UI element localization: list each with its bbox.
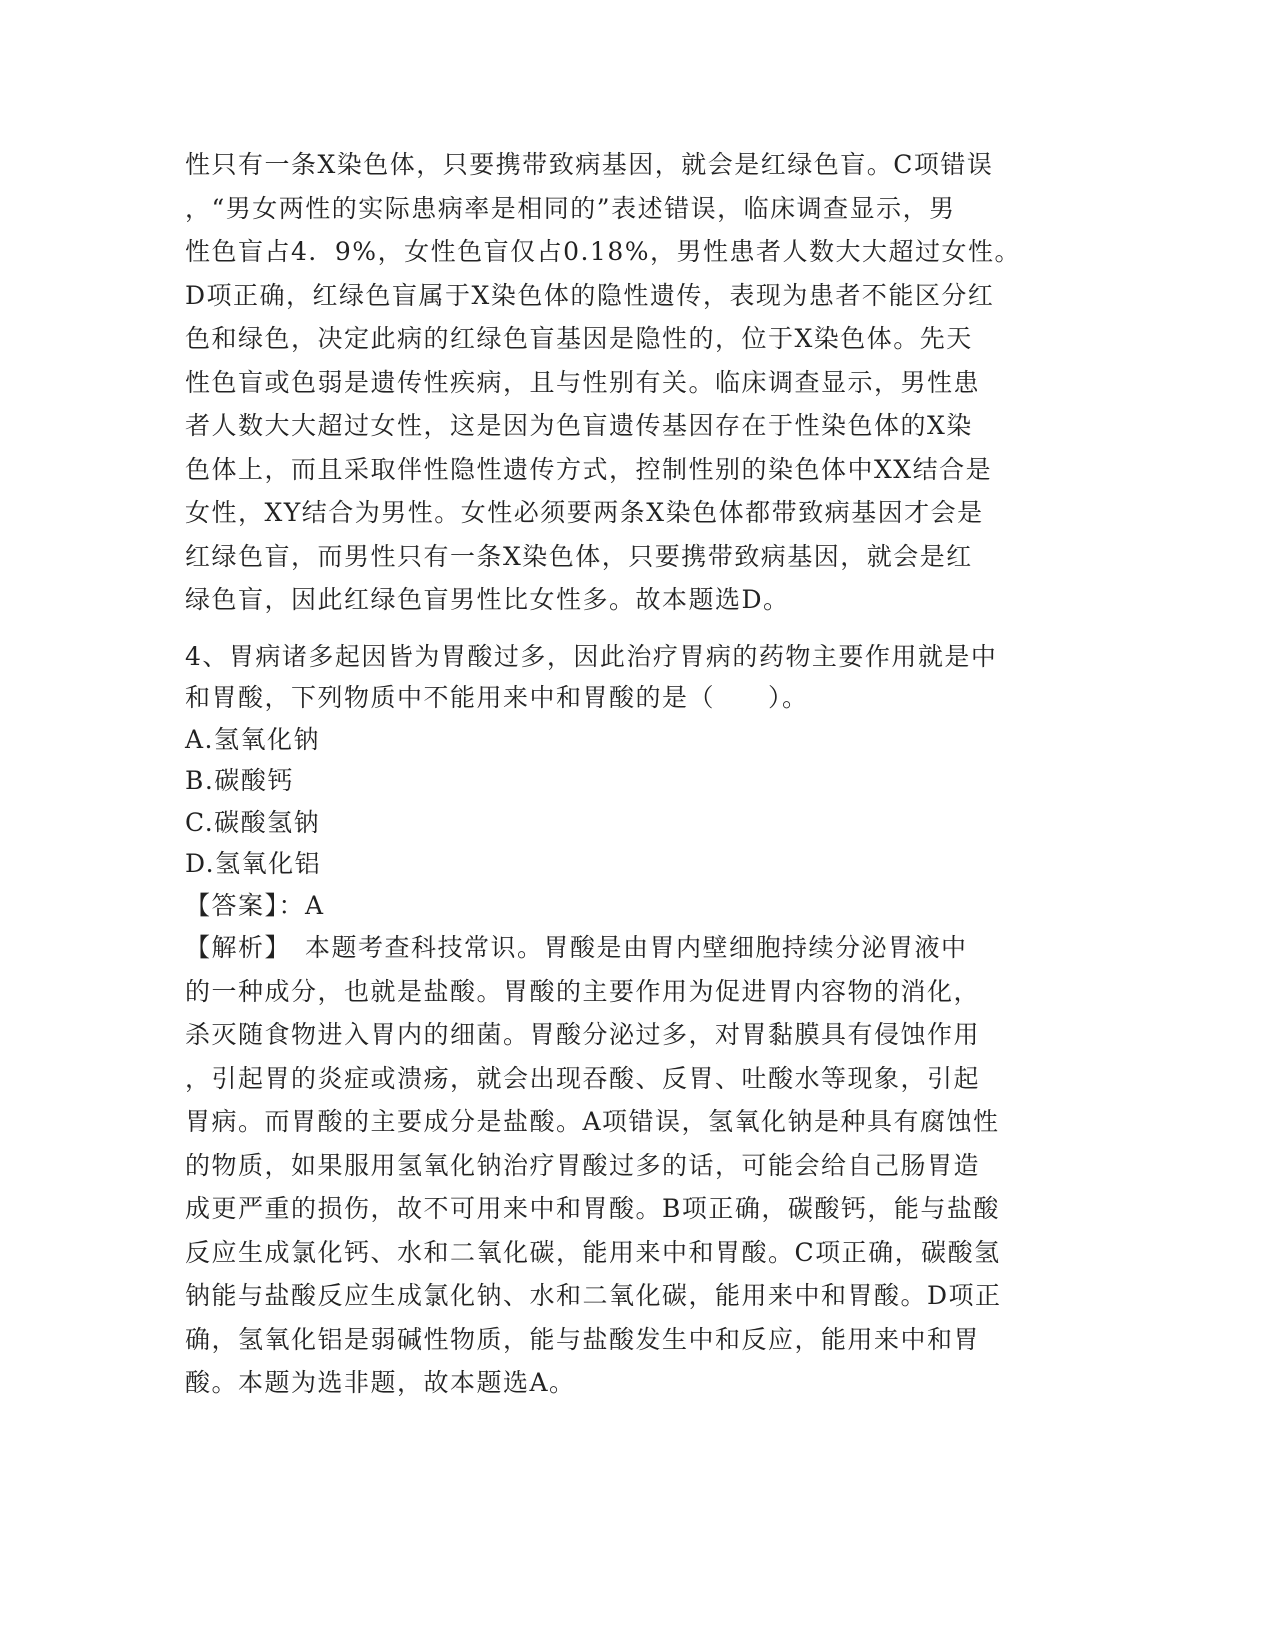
option-b: B.碳酸钙 — [185, 766, 294, 795]
analysis-line: ，引起胃的炎症或溃疡，就会出现吞酸、反胃、吐酸水等现象，引起 — [185, 1063, 981, 1093]
analysis-line: 【解析】 本题考查科技常识。胃酸是由胃内壁细胞持续分泌胃液中 — [185, 933, 968, 962]
text-line: 者人数大大超过女性，这是因为色盲遗传基因存在于性染色体的X染 — [185, 411, 973, 440]
text-line: ，“男女两性的实际患病率是相同的”表述错误，临床调查显示，男 — [185, 193, 956, 223]
analysis-line: 的一种成分，也就是盐酸。胃酸的主要作用为促进胃内容物的消化， — [185, 976, 981, 1006]
text-line: 性色盲占4．9%，女性色盲仅占0.18%，男性患者人数大大超过女性。 — [185, 237, 1021, 266]
text-line: 性色盲或色弱是遗传性疾病，且与性别有关。临床调查显示，男性患 — [185, 367, 981, 397]
analysis-line: 反应生成氯化钙、水和二氧化碳，能用来中和胃酸。C项正确，碳酸氢 — [185, 1237, 1001, 1267]
question-stem — [185, 636, 1045, 719]
previous-explanation-block — [185, 143, 1045, 622]
text-line: 红绿色盲，而男性只有一条X染色体，只要携带致病基因，就会是红 — [185, 541, 973, 571]
option-a: A.氢氧化钠 — [185, 724, 321, 754]
text-line: 绿色盲，因此红绿色盲男性比女性多。故本题选D。 — [185, 585, 790, 614]
option-c: C.碳酸氢钠 — [185, 807, 321, 837]
question-4 — [185, 636, 1045, 1405]
analysis-block — [185, 926, 1045, 1405]
analysis-line: 杀灭随食物进入胃内的细菌。胃酸分泌过多，对胃黏膜具有侵蚀作用 — [185, 1020, 981, 1049]
answer-line: 【答案】：A — [185, 890, 325, 920]
analysis-line: 钠能与盐酸反应生成氯化钠、水和二氧化碳，能用来中和胃酸。D项正 — [185, 1281, 1002, 1310]
analysis-line: 酸。本题为选非题，故本题选A。 — [185, 1368, 576, 1397]
analysis-line: 确，氢氧化铝是弱碱性物质，能与盐酸发生中和反应，能用来中和胃 — [185, 1324, 981, 1354]
text-line: 色和绿色，决定此病的红绿色盲基因是隐性的，位于X染色体。先天 — [185, 324, 973, 353]
text-line: D项正确，红绿色盲属于X染色体的隐性遗传，表现为患者不能区分红 — [185, 280, 995, 310]
analysis-line: 胃病。而胃酸的主要成分是盐酸。A项错误，氢氧化钠是种具有腐蚀性 — [185, 1107, 1000, 1136]
option-d: D.氢氧化铝 — [185, 849, 322, 878]
question-stem-line: 4、胃病诸多起因皆为胃酸过多，因此治疗胃病的药物主要作用就是中 — [185, 641, 998, 671]
text-line: 性只有一条X染色体，只要携带致病基因，就会是红绿色盲。C项错误 — [185, 150, 994, 179]
document-body — [185, 143, 1045, 1405]
text-line: 女性，XY结合为男性。女性必须要两条X染色体都带致病基因才会是 — [185, 498, 984, 527]
text-line: 色体上，而且采取伴性隐性遗传方式，控制性别的染色体中XX结合是 — [185, 454, 993, 484]
analysis-line: 成更严重的损伤，故不可用来中和胃酸。B项正确，碳酸钙，能与盐酸 — [185, 1194, 1000, 1223]
analysis-line: 的物质，如果服用氢氧化钠治疗胃酸过多的话，可能会给自己肠胃造 — [185, 1150, 981, 1180]
paragraph-gap — [185, 622, 1045, 636]
answer-options — [185, 719, 1045, 885]
question-stem-line: 和胃酸，下列物质中不能用来中和胃酸的是（ ）。 — [185, 683, 809, 712]
